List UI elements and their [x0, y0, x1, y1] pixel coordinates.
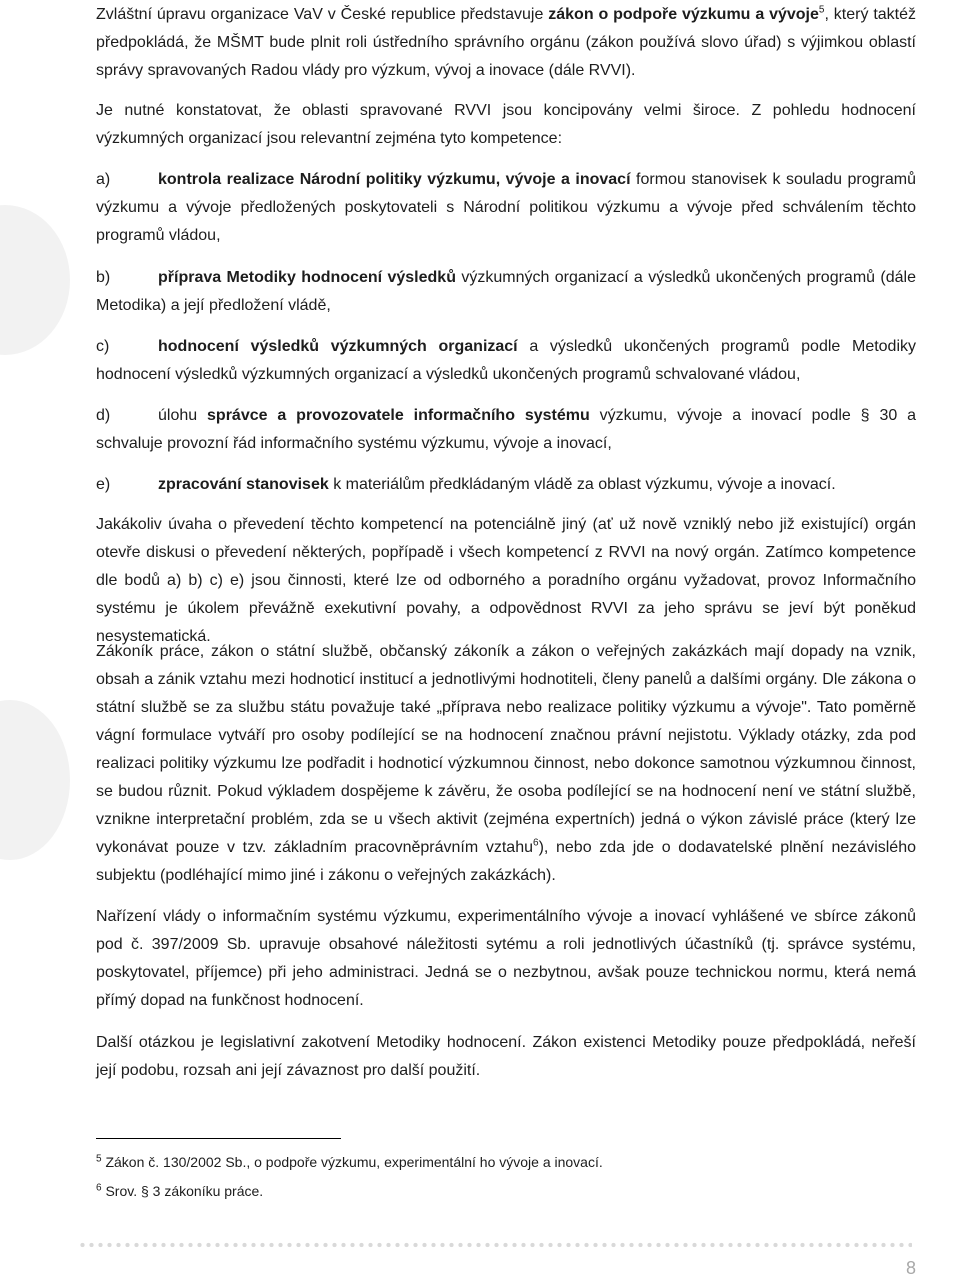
list-label: b)	[96, 269, 111, 286]
paragraph-transfer: Jakákoliv úvaha o převedení těchto kompetencí na potenciálně jiný (ať už nově vzniklý nebo již existující) orgán otevře diskusi o převedení některých, popřípadě i všech kompetencí z RVVI na nový orgán. Zatímco kompetence dle bodů a) b) c) e) jsou činnosti, které lze od odborného a poradního orgánu vyžadovat, provoz Informačního systému je úkolem převážně exekutivní povahy, a odpovědnost RVVI za jeho správu se jeví být poněkud nesystematická.	[96, 516, 916, 645]
bold-text: správce a provozovatele informačního systému	[207, 407, 590, 424]
paragraph-competences: Je nutné konstatovat, že oblasti spravované RVVI jsou koncipovány velmi široce. Z pohledu hodnocení výzkumných organizací jsou relevantní zejména tyto kompetence:	[96, 102, 916, 147]
list-label: c)	[96, 338, 110, 355]
bold-text: příprava Metodiky hodnocení výsledků	[158, 269, 456, 286]
footnote: $^6$ Srov. § 3 zákoníku práce.	[96, 1182, 264, 1199]
decorative-circle	[0, 205, 70, 355]
list-item: b) příprava Metodiky hodnocení výsledků výzkumných organizací a výsledků ukončených programů (dále Metodika) a její předložení vládě,	[96, 264, 916, 320]
list-item: a) kontrola realizace Národní politiky výzkumu, vývoje a inovací formou stanovisek k souladu programů výzkumu a vývoje předložených poskytovateli s Národní politikou výzkumu a vývoje před schválením těchto programů vládou,	[96, 166, 916, 250]
footnote-separator	[96, 1138, 341, 1139]
page-number: 8	[905, 1258, 916, 1278]
list-label: a)	[96, 171, 111, 188]
footnote-ref: 6	[533, 837, 539, 849]
text: Zvláštní úpravu organizace VaV v České republice představuje	[96, 6, 549, 23]
bold-text: zpracování stanovisek	[158, 476, 329, 493]
dotted-divider	[78, 1242, 912, 1248]
paragraph-government-decree: Nařízení vlády o informačním systému výzkumu, experimentálního vývoje a inovací vyhlášené ve sbírce zákonů pod č. 397/2009 Sb. upravuje obsahové náležitosti sytému a roli jednotlivých účastníků (tj. správce systému, poskytovatel, příjemce) při jeho administraci. Jedná se o nezbytnou, avšak pouze technickou normu, která nemá přímý dopad na funkčnost hodnocení.	[96, 908, 916, 1009]
paragraph-labour-law: Zákoník práce, zákon o státní službě, občanský zákoník a zákon o veřejných zakázkách mají dopady na vznik, obsah a zánik vztahu mezi hodnoticí institucí a jednotlivými hodnotiteli, členy panelů a dalšími orgány. Dle zákona o státní službě se za službu státu považuje také „příprava nebo realizace politiky výzkumu a vývoje". Tato poměrně vágní formulace vytváří pro osoby podílející se na hodnocení značnou právní nejistotu. Výklady otázky, zda pod realizaci politiky výzkumu lze podřadit i hodnoticí výzkumnou činnost, nebo dokonce samotnou výzkumnou činnost, se budou různit. Pokud výkladem dospějeme k závěru, že osoba podílející se na hodnocení není ve státní službě, vznikne interpretační problém, zda se u všech aktivit (zejména expertních) jedná o výkon závislé práce (který lze vykonávat pouze v tzv. základním pracovněprávním vztahu$^6$), nebo zda jde o dodavatelské plnění nezávislého subjektu (podléhající mimo jiné i zákonu o veřejných zakázkách).	[96, 643, 916, 884]
list-label: e)	[96, 476, 111, 493]
list-label: d)	[96, 407, 111, 424]
footnote-ref: 5	[818, 4, 825, 16]
paragraph-intro	[96, 1, 916, 85]
list-item: d) úlohu správce a provozovatele informačního systému výzkumu, vývoje a inovací podle § 30 a schvaluje provozní řád informačního systému výzkumu, vývoje a inovací,	[96, 402, 916, 458]
decorative-circle	[0, 700, 70, 860]
footnote: $^5$ Zákon č. 130/2002 Sb., o podpoře výzkumu, experimentální ho vývoje a inovací.	[96, 1153, 603, 1170]
text: , který taktéž předpokládá, že MŠMT bude plnit roli ústředního správního orgánu (zákon používá slovo úřad) s výjimkou oblastí správy spravovaných Radou vlády pro výzkum, vývoj a inovace (dále RVVI).	[96, 6, 917, 79]
list-item: c) hodnocení výsledků výzkumných organizací a výsledků ukončených programů podle Metodiky hodnocení výsledků výzkumných organizací a výsledků ukončených programů schvalované vládou,	[96, 333, 916, 389]
paragraph-methodology: Další otázkou je legislativní zakotvení Metodiky hodnocení. Zákon existenci Metodiky pouze předpokládá, neřeší její podobu, rozsah ani její závaznost pro další použití.	[96, 1034, 916, 1079]
bold-text: hodnocení výsledků výzkumných organizací	[158, 338, 518, 355]
bold-text: zákon o podpoře výzkumu a vývoje	[548, 6, 819, 23]
list-item: e) zpracování stanovisek k materiálům předkládaným vládě za oblast výzkumu, vývoje a inovací.	[96, 471, 916, 499]
bold-text: kontrola realizace Národní politiky výzkumu, vývoje a inovací	[158, 171, 631, 188]
